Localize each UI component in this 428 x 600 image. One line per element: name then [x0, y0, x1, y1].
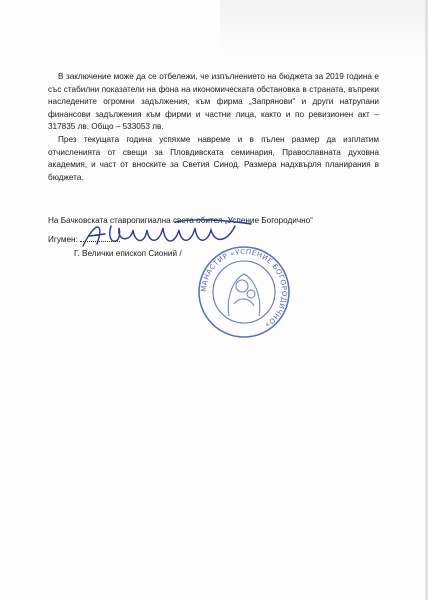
show-through-shadow [220, 0, 428, 60]
monastery-line: На Бачковската ставропигиална света обител „Успение Богородично“ [48, 216, 313, 225]
bishop-name-line: Г. Велички епископ Сионий / [74, 249, 182, 258]
monastery-seal-stamp [196, 244, 292, 340]
abbot-label: Игумен: [48, 235, 78, 244]
svg-text:МАНАСТИР «УСПЕНИЕ БОГОРОДИЧНО»: МАНАСТИР «УСПЕНИЕ БОГОРОДИЧНО» [199, 247, 289, 330]
paragraph-conclusion: В заключение може да се отбележи, че изпълнението на бюджета за 2019 година е със стабилни показатели на фона на икономическата обстановка в страната, въпреки наследените огромни задължения, към фирма „Запрянови“ и други натрупани финансови задължения към фирми и частни лица, както и по ревизионен акт – 317835 лв. Общо – 533053 лв. [48, 72, 379, 132]
paragraph-current-year: През текущата година успяхме навреме и в пълен размер да изплатим отчисленията от свещи за Пловдивската семинария, Православната духовна академия, и част от вноските за Светия Синод. Размера надхвърля планирания в бюджета. [48, 135, 379, 182]
